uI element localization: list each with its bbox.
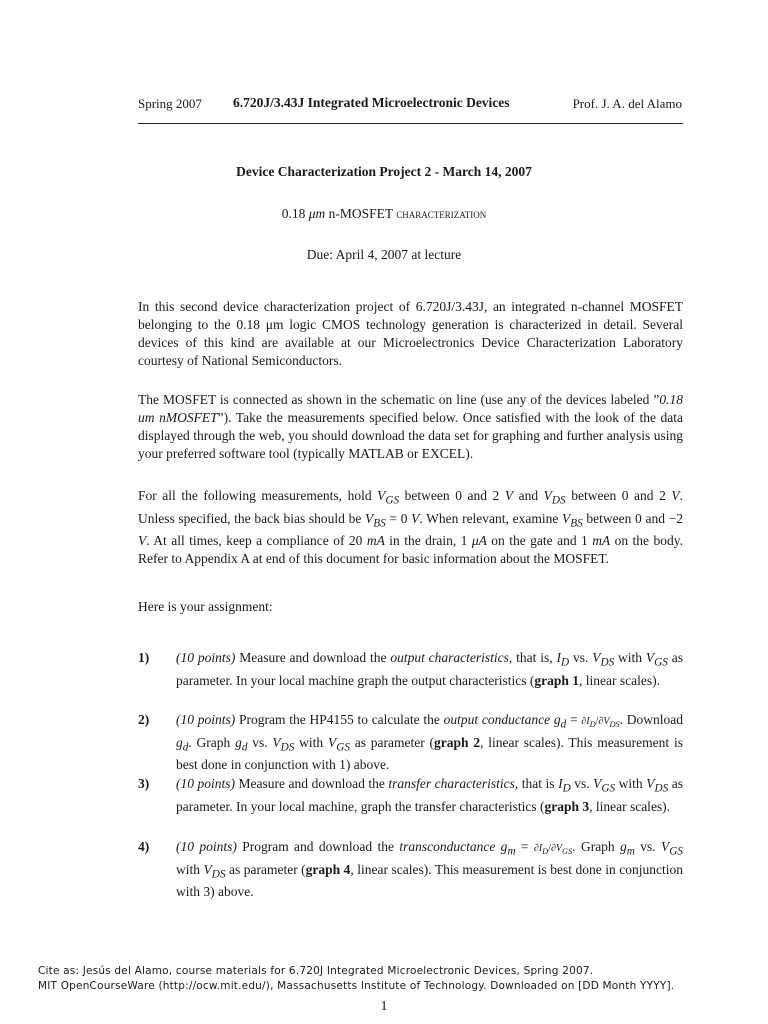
header-semester: Spring 2007 xyxy=(138,96,202,111)
item-number: 1) xyxy=(138,650,150,665)
citation-line-1: Cite as: Jesús del Alamo, course materials for 6.720J Integrated Microelectronic Devices, Spring 2007. xyxy=(38,965,594,977)
header-professor: Prof. J. A. del Alamo xyxy=(572,96,682,111)
item-number: 2) xyxy=(138,712,150,727)
page-number: 1 xyxy=(380,999,388,1014)
item-number: 4) xyxy=(138,839,150,854)
citation-line-2: MIT OpenCourseWare (http://ocw.mit.edu/), Massachusetts Institute of Technology. Downloaded on [DD Month YYYY]. xyxy=(38,980,675,992)
document-title: Device Characterization Project 2 - March 14, 2007 xyxy=(236,164,532,179)
item-number: 3) xyxy=(138,776,150,791)
document-subtitle: 0.18 μm n-MOSFET characterization xyxy=(281,206,487,221)
assignment-item-4: 4) (10 points) Program and download the transconductance $g_m = \partial I_D/\partial V_{GS}$. Graph $g_m$ vs. $V_{GS}$ with $V_{DS}$ as parameter (graph 4, linear scales). This measurement is best done in conjunction with 3) above. xyxy=(138,839,684,900)
paragraph-intro: In this second device characterization project of 6.720J/3.43J, an integrated n-channel MOSFET belonging to the 0.18 μm logic CMOS technology generation is characterized in detail. Several devices of this kind are available at our Microelectronics Device Characterization Laboratory courtesy of National Semiconductors. xyxy=(138,299,683,368)
header-course-title: 6.720J/3.43J Integrated Microelectronic Devices xyxy=(233,95,510,110)
paragraph-bias-conditions: For all the following measurements, hold $V_{GS}$ between 0 and 2 V and $V_{DS}$ between 0 and 2 V. Unless specified, the back bias should be $V_{BS} = 0$ V. When relevant, examine $V_{BS}$ between 0 and −2 V. At all times, keep a compliance of 20 mA in the drain, 1 μA on the gate and 1 mA on the body. Refer to Appendix A at end of this document for basic information about the MOSFET. xyxy=(138,488,683,567)
assignment-item-3: 3) (10 points) Measure and download the transfer characteristics, that is $I_D$ vs. $V_{GS}$ with $V_{DS}$ as parameter. In your local machine, graph the transfer characteristics (graph 3, linear scales). xyxy=(138,776,683,814)
citation-footer xyxy=(38,964,674,994)
header-rule xyxy=(138,123,683,124)
due-date: Due: April 4, 2007 at lecture xyxy=(306,247,462,262)
assignment-item-2: 2) (10 points) Program the HP4155 to calculate the output conductance $g_d = \partial I_D/\partial V_{DS}$. Download $g_d$. Graph $g_d$ vs. $V_{DS}$ with $V_{GS}$ as parameter (graph 2, linear scales). This measurement is best done in conjunction with 1) above. xyxy=(138,712,683,773)
paragraph-assignment-intro: Here is your assignment: xyxy=(138,599,273,614)
assignment-item-1: 1) (10 points) Measure and download the output characteristics, that is, $I_D$ vs. $V_{DS}$ with $V_{GS}$ as parameter. In your local machine graph the output characteristics (graph 1, linear scales). xyxy=(138,650,684,688)
paragraph-connection: The MOSFET is connected as shown in the schematic on line (use any of the devices labeled ”0.18 um nMOSFET”). Take the measurements specified below. Once satisfied with the look of the data displayed through the web, you should download the data set for graphing and further analysis using your preferred software tool (typically MATLAB or EXCEL). xyxy=(138,392,684,461)
